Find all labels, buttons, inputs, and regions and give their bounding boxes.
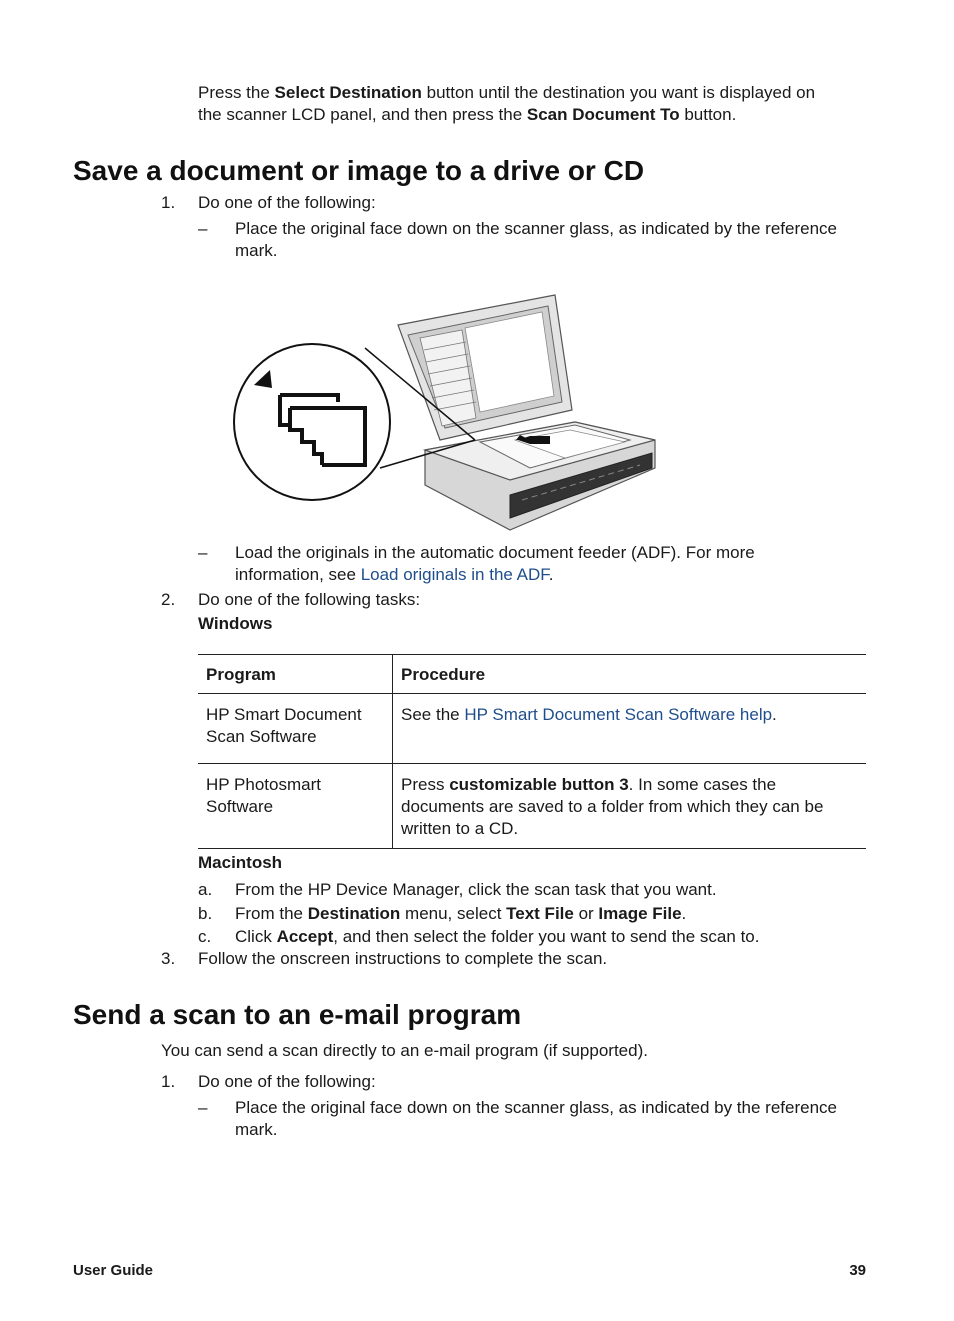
substep-text: From the Destination menu, select Text File or Image File. — [235, 904, 687, 923]
table-cell-procedure: See the HP Smart Document Scan Software help. — [401, 705, 777, 724]
step-number: 1. — [161, 1072, 176, 1091]
step-number: 3. — [161, 949, 176, 968]
table-cell-program: HP Smart Document Scan Software — [198, 694, 393, 764]
table-cell-procedure: Press customizable button 3. In some cases the documents are saved to a folder from which they can be written to a CD. — [401, 775, 824, 838]
table-row — [198, 764, 866, 849]
section-intro: You can send a scan directly to an e-mail program (if supported). — [161, 1041, 648, 1060]
macintosh-label: Macintosh — [198, 853, 283, 872]
substep-text: Click Accept, and then select the folder you want to send the scan to. — [235, 927, 760, 946]
bullet-text: Load the originals in the automatic document feeder (ADF). For more information, see Load originals in the ADF. — [235, 543, 755, 584]
step-text: Do one of the following: — [198, 1072, 376, 1091]
table-header-procedure: Procedure — [401, 665, 486, 684]
step-text: Do one of the following: — [198, 193, 376, 212]
bullet-dash: – — [198, 543, 208, 562]
table-header-row — [198, 655, 866, 694]
section-heading-save: Save a document or image to a drive or CD — [73, 155, 645, 186]
substep-letter: a. — [198, 880, 213, 899]
step-text: Do one of the following tasks: — [198, 590, 421, 609]
smart-document-scan-help-link[interactable]: HP Smart Document Scan Software help — [464, 705, 773, 724]
table-row — [198, 694, 866, 764]
step-number: 2. — [161, 590, 176, 609]
procedure-table — [198, 654, 866, 849]
table-cell-program: HP Photosmart Software — [198, 764, 393, 849]
bullet-text: Place the original face down on the scanner glass, as indicated by the reference mark. — [235, 1098, 837, 1139]
substep-text: From the HP Device Manager, click the scan task that you want. — [235, 880, 717, 899]
page-number: 39 — [849, 1262, 866, 1279]
bullet-dash: – — [198, 219, 208, 238]
substep-letter: c. — [198, 927, 212, 946]
table-header-program: Program — [198, 655, 393, 694]
intro-paragraph — [198, 82, 878, 126]
step-text: Follow the onscreen instructions to complete the scan. — [198, 949, 608, 968]
step-number: 1. — [161, 193, 176, 212]
section-heading-email: Send a scan to an e-mail program — [73, 999, 522, 1030]
intro-line-1: Press the Select Destination button until the destination you want is displayed on — [198, 83, 816, 102]
substep-letter: b. — [198, 904, 213, 923]
load-originals-adf-link[interactable]: Load originals in the ADF — [360, 565, 549, 584]
footer-title: User Guide — [73, 1262, 154, 1279]
bullet-dash: – — [198, 1098, 208, 1117]
intro-line-2: the scanner LCD panel, and then press the Scan Document To button. — [198, 105, 737, 124]
scanner-illustration — [230, 290, 660, 542]
bullet-text: Place the original face down on the scanner glass, as indicated by the reference mark. — [235, 219, 837, 260]
windows-label: Windows — [198, 614, 273, 633]
